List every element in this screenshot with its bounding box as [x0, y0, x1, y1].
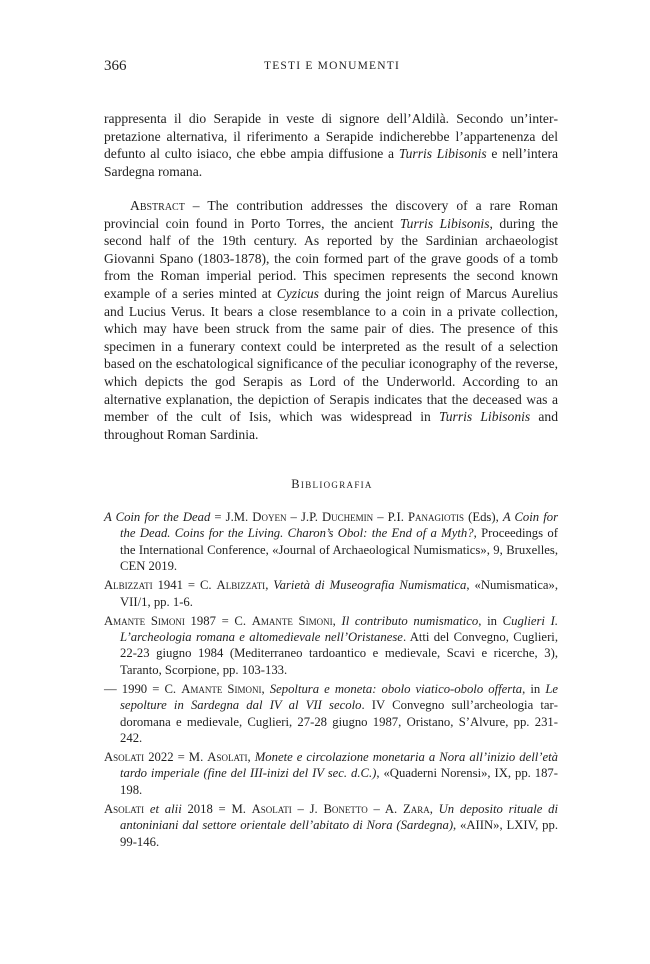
bib-key: Asolati	[104, 801, 145, 816]
bib-text: 2022 = M.	[144, 750, 208, 765]
bib-key: A Coin for the Dead	[104, 510, 211, 524]
bib-text: , in	[522, 681, 546, 696]
bib-text: 1941 = C.	[152, 578, 217, 593]
bib-text: , «AIIN», LXIV, pp. 99-146.	[120, 818, 558, 849]
bib-author: Amante Simoni	[181, 681, 262, 696]
bib-author: Panagiotis	[407, 510, 465, 524]
bibliography-heading: Bibliografia	[291, 477, 373, 491]
bib-title: Sepoltura e moneta: obolo viatico-obolo offerta	[269, 681, 523, 696]
bib-text: ,	[332, 613, 342, 628]
bib-text: , in	[478, 613, 503, 628]
abstract-label: Abstract	[130, 198, 185, 213]
bib-key-italic: et alii	[149, 801, 182, 816]
bib-text: , Proceedings of the International Conference, «Journal of Archaeological Numismatics», 9, Bruxelles, CEN 2019.	[120, 526, 558, 574]
bibliography-entry	[104, 509, 558, 575]
intro-text-end: e nell’intera Sardegna romana.	[104, 146, 558, 179]
page-number: 366	[104, 58, 127, 74]
intro-italic-place: Turris Libisonis	[398, 146, 487, 162]
bib-title: Il contributo numismatico	[341, 613, 479, 628]
bib-key: — 1990 = C.	[104, 681, 182, 696]
abstract-text: , during the second half of the 19th century. As reported by the Sardinian archaeologist Giovanni Spano (1803-1878), the coin formed part of the grave goods of a tomb from the Roman imperial period. This specimen represents the second known example of a series minted at	[104, 215, 558, 301]
bib-text: = J.M.	[210, 510, 253, 524]
bibliography-entry	[104, 749, 558, 798]
bib-title: A Coin for the Dead. Coins for the Living. Charon’s Obol: the End of a Myth?	[120, 510, 559, 541]
bib-title: Monete e circolazione monetaria a Nora all’inizio dell’età tardo imperiale (fine del III-inizi del IV sec. d.C.)	[120, 750, 559, 781]
bib-author: Zara	[402, 801, 430, 816]
bibliography-entry	[104, 613, 558, 679]
abstract-italic-place: Turris Libisonis	[399, 215, 490, 231]
abstract-text: during the joint reign of Marcus Aurelius and Lucius Verus. It bears a close resemblance to a coin in a private collection, which may have been struck from the same pair of dies. The presence of this specimen in a funerary context could be interpreted as the result of a selection based on the eschatological significance of the peculiar iconography of the reverse, which depicts the god Serapis as Lord of the Underworld. According to an alternative explanation, the depiction of Serapis indicates that the deceased was a member of the cult of Isis, which was widespread in	[104, 285, 558, 425]
bib-text: . IV Convegno sull’archeologia tardoromana e medievale, Cuglieri, 27-28 giugno 1987, Oristano, S’Alvure, pp. 231-242.	[120, 698, 558, 746]
abstract-text: The contribution addresses the discovery of a rare Roman provincial coin found in Porto Torres, the ancient	[104, 198, 558, 231]
bibliography-entry	[104, 801, 558, 850]
bib-text: ,	[265, 578, 274, 593]
bib-title: Un deposito rituale di antoniniani dal settore orientale dell’abitato di Nora (Sardegna)	[120, 801, 559, 833]
bib-title: Cuglieri I. L’archeologia romana e altomedievale nell’Oristanese	[120, 613, 558, 645]
bib-key: Amante Simoni	[104, 613, 185, 628]
bib-text: (Eds),	[464, 510, 503, 524]
bib-author: Albizzati	[216, 578, 266, 593]
bib-key: Albizzati	[104, 578, 153, 593]
abstract-text-end: and throughout Roman Sardinia.	[104, 409, 559, 442]
bib-text: ,	[429, 801, 439, 816]
bib-text: – A.	[367, 801, 403, 816]
abstract-italic-place: Turris Libisonis	[438, 409, 531, 425]
bib-text: – P.I.	[373, 510, 408, 524]
bib-text: – J.P.	[286, 510, 322, 524]
bib-text: 1987 = C.	[184, 613, 252, 628]
bib-author: Asolati	[207, 750, 248, 765]
bib-text: , «Numismatica», VII/1, pp. 1-6.	[120, 578, 559, 609]
bib-author: Amante Simoni	[251, 613, 333, 628]
bib-title: Varietà di Museografia Numismatica	[273, 578, 467, 593]
abstract-paragraph	[104, 197, 558, 443]
bib-text: , «Quaderni Norensi», IX, pp. 187-198.	[120, 766, 558, 797]
abstract-dash: –	[184, 198, 208, 213]
bibliography-entry	[104, 577, 558, 610]
bib-key: Asolati	[104, 750, 145, 765]
bibliography-list	[104, 509, 558, 853]
intro-paragraph	[104, 110, 558, 180]
bib-text: ,	[247, 750, 255, 765]
bib-author: Duchemin	[321, 510, 374, 524]
bib-text: – J.	[291, 801, 324, 816]
bibliography-entry	[104, 681, 558, 747]
abstract-italic-mint: Cyzicus	[276, 285, 319, 301]
page-header	[104, 58, 560, 78]
bib-author: Bonetto	[323, 801, 368, 816]
bib-text: 2018 = M.	[181, 801, 252, 816]
bib-title: Le sepolture in Sardegna dal IV al VII secolo	[120, 681, 558, 713]
intro-text: rappresenta il dio Serapide in veste di signore dell’Aldilà. Secondo un’interpretazione alternativa, il riferimento a Serapide indicherebbe l’appartenenza del defunto al culto isiaco, che ebbe ampia diffusione a	[104, 111, 558, 162]
bib-text: . Atti del Convegno, Cuglieri, 22-23 giugno 1984 (Mediterraneo tardoantico e medievale, Scavi e ricerche, 3), Taranto, Scorpione, pp. 103-133.	[120, 630, 558, 677]
bib-author: Doyen	[252, 510, 287, 524]
bib-text: ,	[261, 681, 270, 696]
running-head: TESTI E MONUMENTI	[263, 60, 401, 72]
bib-author: Asolati	[251, 801, 292, 816]
